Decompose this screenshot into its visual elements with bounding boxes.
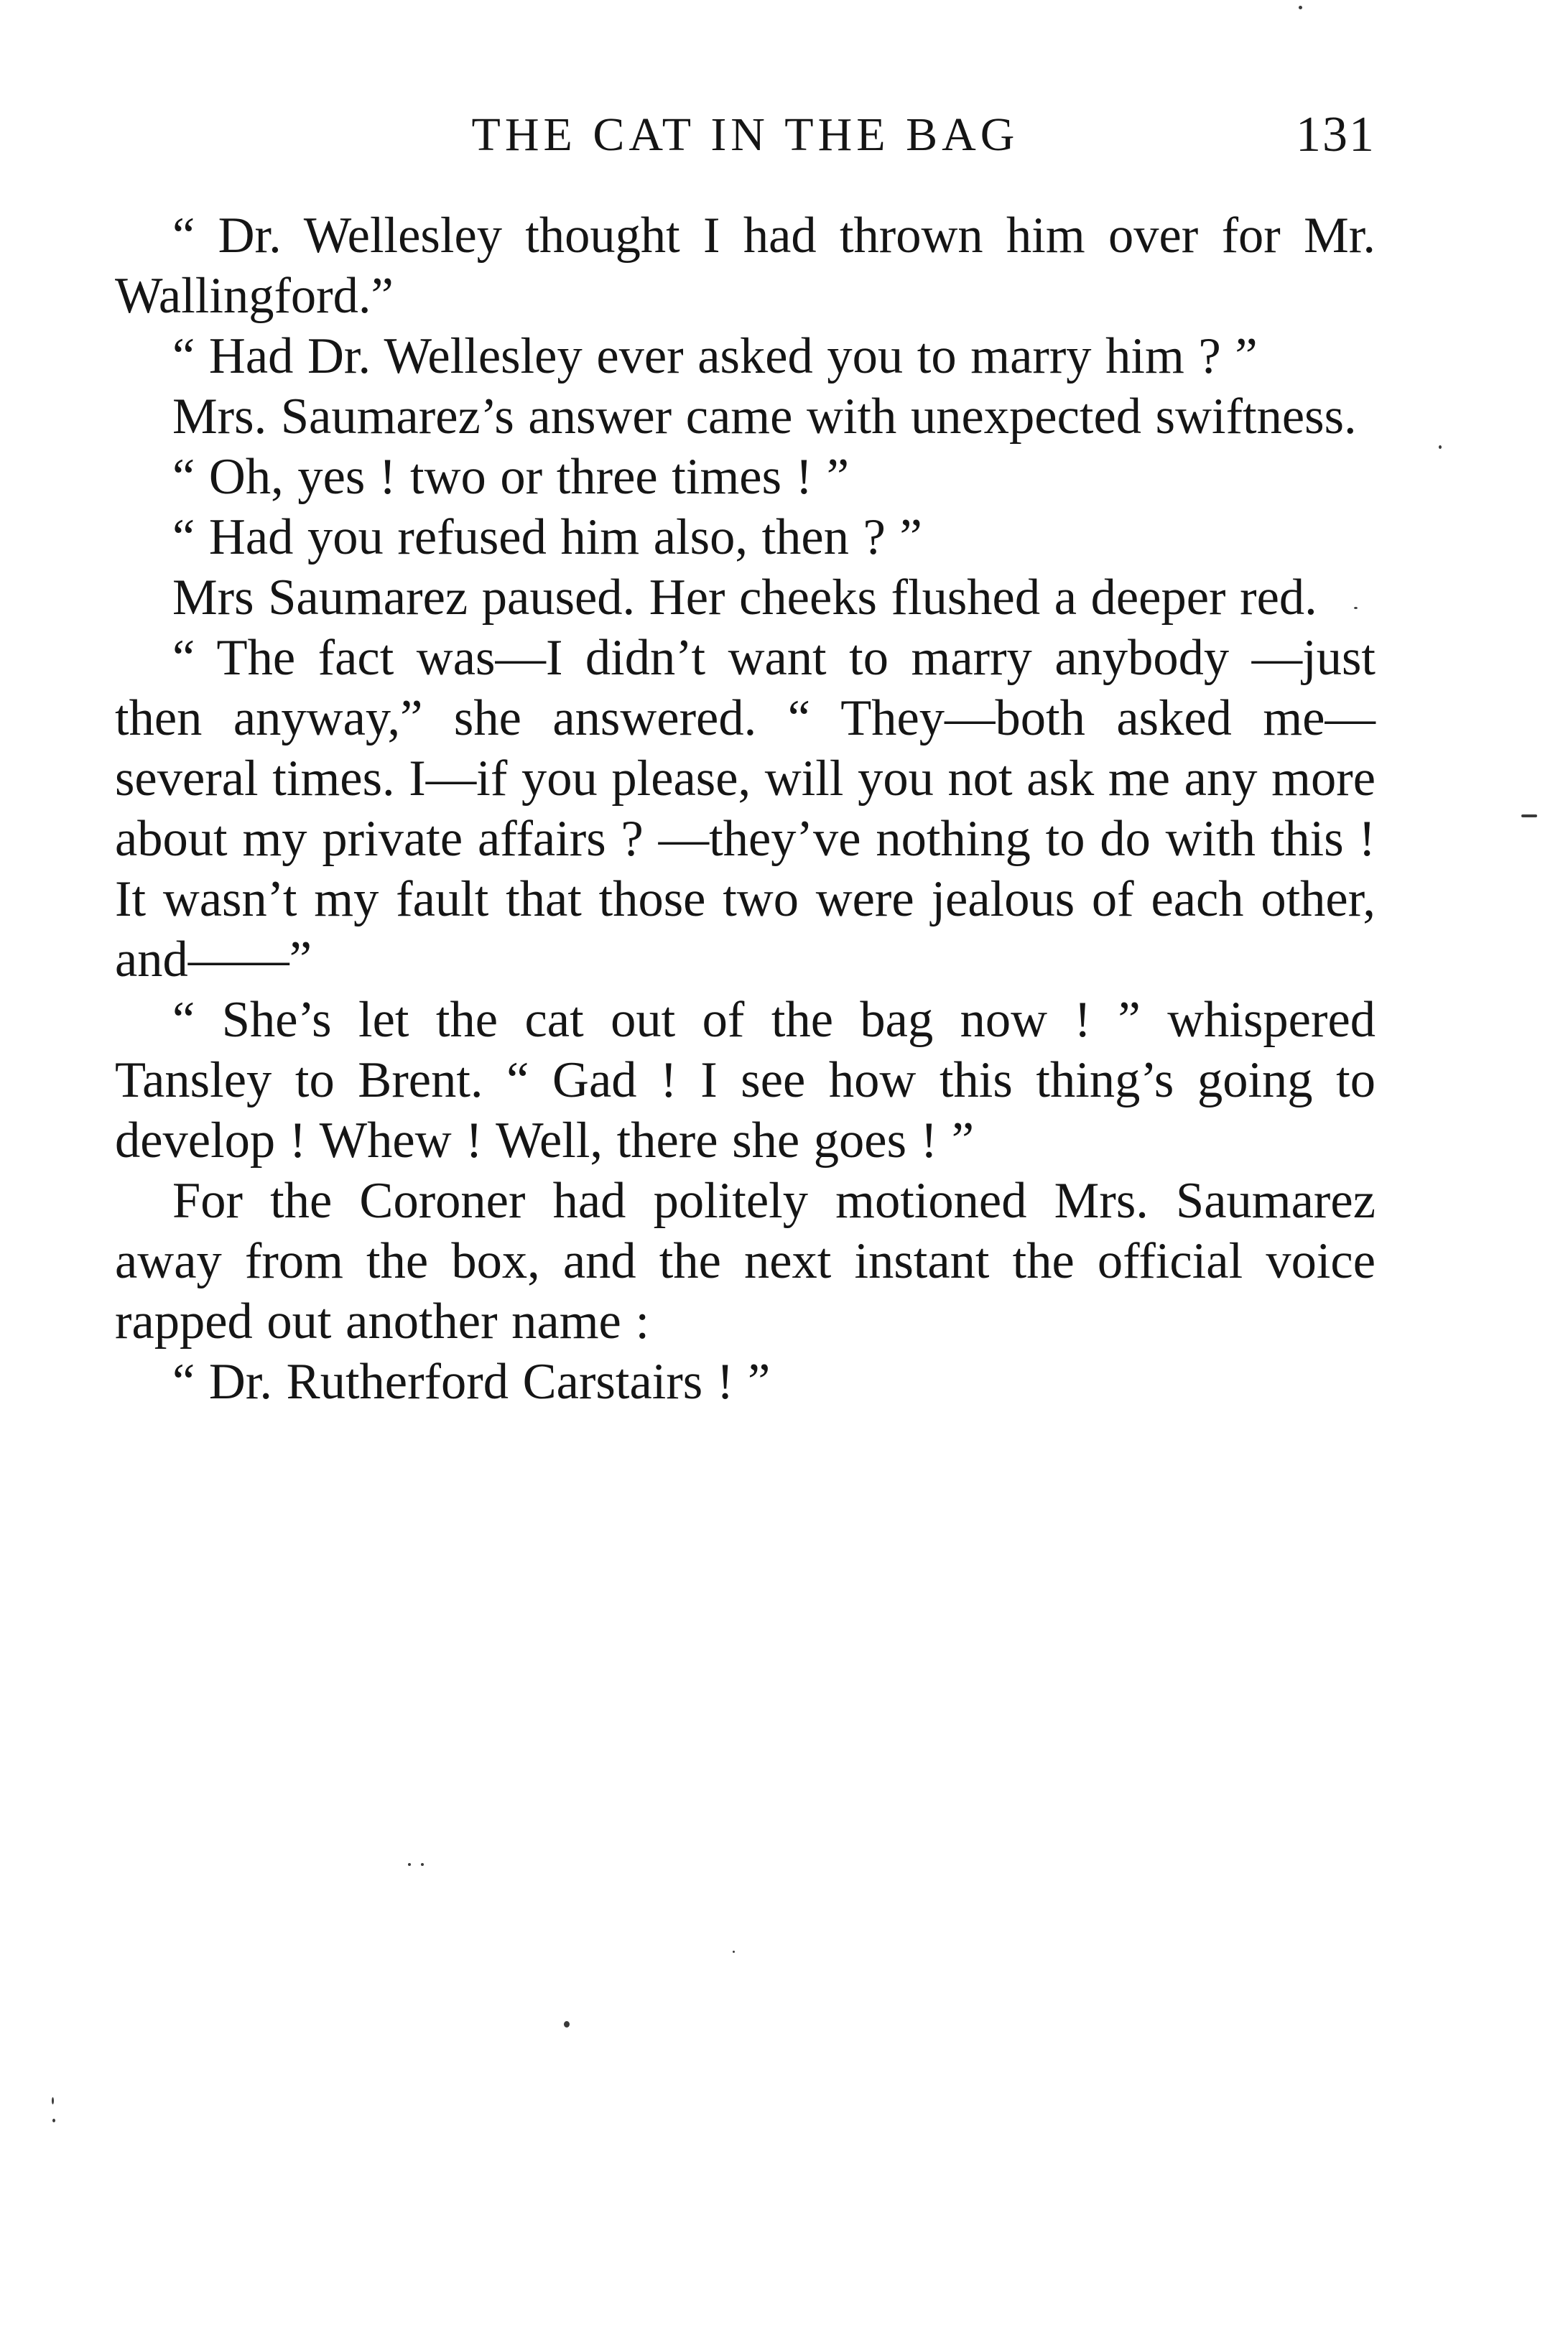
paragraph: “ She’s let the cat out of the bag now ! ” whispered Tansley to Brent. “ Gad ! I see how this thing’s going to develop ! Whew ! Well, there she goes ! ” <box>115 992 1376 1169</box>
scan-speck <box>1354 607 1358 609</box>
paragraph: “ Dr. Wellesley thought I had thrown him over for Mr. Wallingford.” <box>115 208 1376 324</box>
body-text <box>115 205 1376 1412</box>
scan-speck <box>408 1863 411 1866</box>
scan-speck <box>733 1951 735 1953</box>
running-title: THE CAT IN THE BAG <box>471 108 1019 161</box>
paragraph: “ Had Dr. Wellesley ever asked you to marry him ? ” <box>172 328 1258 384</box>
scan-speck <box>1299 6 1302 9</box>
paragraph: “ Had you refused him also, then ? ” <box>172 509 922 565</box>
page-number: 131 <box>1296 107 1376 162</box>
scan-speck <box>52 2119 55 2122</box>
scan-speck <box>52 2097 54 2104</box>
scan-speck <box>421 1863 424 1866</box>
paragraph: Mrs. Saumarez’s answer came with unexpected swiftness. <box>172 389 1357 445</box>
paragraph: “ Oh, yes ! two or three times ! ” <box>172 449 850 505</box>
paragraph: For the Coroner had politely motioned Mrs. Saumarez away from the box, and the next instant the official voice rapped out another name : <box>115 1173 1376 1350</box>
paragraph: “ Dr. Rutherford Carstairs ! ” <box>172 1354 771 1410</box>
scan-speck <box>1439 445 1442 449</box>
paragraph: Mrs Saumarez paused. Her cheeks flushed a deeper red. <box>172 570 1317 626</box>
scan-speck <box>564 2021 570 2028</box>
scan-speck <box>1521 814 1537 817</box>
paragraph: “ The fact was—I didn’t want to marry anybody —just then anyway,” she answered. “ They—both asked me—several times. I—if you please, will you not ask me any more about my private affairs ? —they’ve nothing to do with this ! It wasn’t my fault that those two were jealous of each other, and——” <box>115 630 1376 988</box>
running-head <box>115 106 1376 164</box>
